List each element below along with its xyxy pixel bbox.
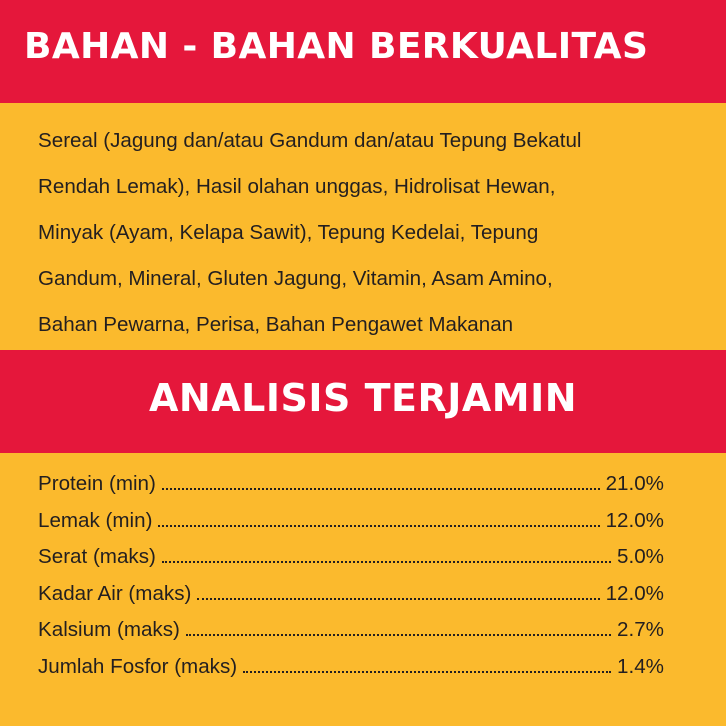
analysis-label: Kalsium (maks)	[38, 618, 180, 641]
analysis-value: 1.4%	[617, 654, 664, 678]
analysis-label: Protein (min)	[38, 472, 156, 495]
analysis-value: 12.0%	[605, 508, 664, 532]
analysis-row-calcium	[38, 618, 664, 655]
ingredients-text	[38, 118, 710, 348]
analysis-value: 12.0%	[605, 581, 664, 605]
analysis-header-band	[0, 350, 726, 453]
ingredients-line: Rendah Lemak), Hasil olahan unggas, Hidrolisat Hewan,	[38, 175, 556, 198]
analysis-row-fat	[38, 509, 664, 546]
dotted-leader	[243, 671, 611, 673]
analysis-table	[38, 472, 664, 691]
analysis-label: Serat (maks)	[38, 545, 156, 568]
analysis-row-phosphorus	[38, 655, 664, 692]
dotted-leader	[197, 598, 599, 600]
analysis-row-moisture	[38, 582, 664, 619]
ingredients-line: Sereal (Jagung dan/atau Gandum dan/atau Tepung Bekatul	[38, 129, 582, 152]
analysis-value: 2.7%	[617, 618, 664, 641]
dotted-leader	[162, 561, 611, 563]
ingredients-title: BAHAN - BAHAN BERKUALITAS	[24, 26, 649, 67]
analysis-label: Lemak (min)	[38, 508, 153, 532]
ingredients-line: Bahan Pewarna, Perisa, Bahan Pengawet Makanan	[38, 313, 514, 336]
analysis-value: 5.0%	[617, 545, 664, 568]
analysis-title: ANALISIS TERJAMIN	[148, 376, 578, 420]
dotted-leader	[186, 634, 611, 636]
dotted-leader	[158, 525, 599, 527]
analysis-label: Kadar Air (maks)	[38, 581, 192, 605]
analysis-label: Jumlah Fosfor (maks)	[38, 654, 238, 678]
analysis-row-protein	[38, 472, 664, 509]
ingredients-line: Gandum, Mineral, Gluten Jagung, Vitamin, Asam Amino,	[38, 267, 553, 290]
analysis-value: 21.0%	[605, 472, 664, 495]
dotted-leader	[162, 488, 600, 490]
ingredients-line: Minyak (Ayam, Kelapa Sawit), Tepung Kedelai, Tepung	[38, 221, 539, 244]
analysis-row-fiber	[38, 545, 664, 582]
ingredients-header-band	[0, 0, 726, 103]
